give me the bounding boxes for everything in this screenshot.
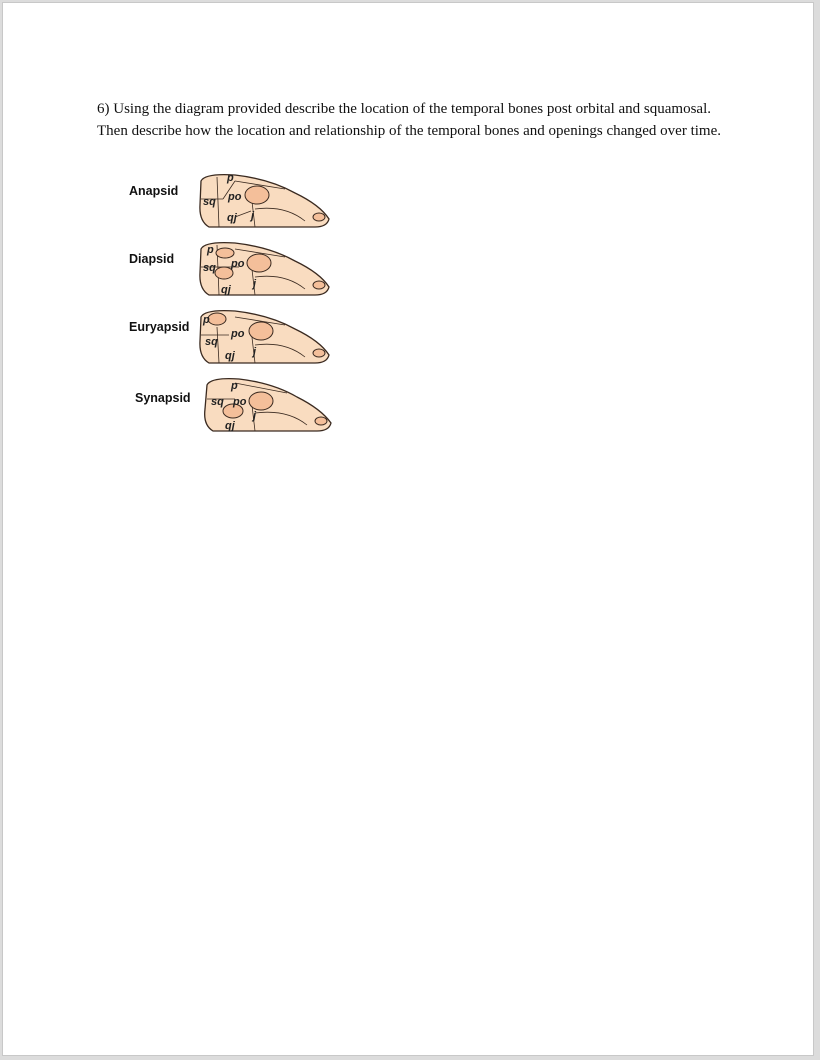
skull-type-label: Anapsid xyxy=(129,184,179,198)
label-sq: sq xyxy=(203,196,216,208)
label-qj: qj xyxy=(221,284,231,296)
euryapsid-skull-illustration xyxy=(195,307,335,369)
nostril-opening xyxy=(313,281,325,289)
skull-row-anapsid xyxy=(123,171,353,233)
label-qj: qj xyxy=(225,420,235,432)
nostril-opening xyxy=(313,213,325,221)
label-po: po xyxy=(231,328,245,340)
nostril-opening xyxy=(315,417,327,425)
orbit-opening xyxy=(247,254,271,272)
label-qj: qj xyxy=(227,212,237,224)
skull-type-label: Diapsid xyxy=(129,252,175,266)
question-text: 6) Using the diagram provided describe the location of the temporal bones post orbital and squamosal. Then describe how the location and relationship of the temporal bones and openings changed over time. xyxy=(97,101,721,139)
label-j: j xyxy=(253,346,257,358)
diapsid-skull-illustration xyxy=(195,239,335,301)
label-p: p xyxy=(231,380,238,392)
label-j: j xyxy=(251,210,255,222)
nostril-opening xyxy=(313,349,325,357)
label-po: po xyxy=(231,258,245,270)
label-p: p xyxy=(227,172,234,184)
label-j: j xyxy=(253,410,257,422)
label-po: po xyxy=(228,191,242,203)
skull-type-label: Euryapsid xyxy=(129,320,190,334)
skull-diagram xyxy=(123,171,353,436)
label-p: p xyxy=(203,314,210,326)
label-j: j xyxy=(253,278,257,290)
skull-type-label: Synapsid xyxy=(135,391,191,405)
skull-row-diapsid xyxy=(123,239,353,301)
label-p: p xyxy=(207,244,214,256)
orbit-opening xyxy=(249,392,273,410)
orbit-opening xyxy=(245,186,269,204)
skull-row-synapsid xyxy=(123,375,353,437)
label-qj: qj xyxy=(225,350,235,362)
label-sq: sq xyxy=(205,336,218,348)
label-sq: sq xyxy=(211,396,224,408)
document-page xyxy=(2,2,814,1056)
orbit-opening xyxy=(249,322,273,340)
anapsid-skull-illustration xyxy=(195,171,335,233)
upper-temporal-opening xyxy=(208,313,226,325)
label-sq: sq xyxy=(203,262,216,274)
label-po: po xyxy=(233,396,247,408)
upper-temporal-opening xyxy=(216,248,234,258)
skull-row-euryapsid xyxy=(123,307,353,369)
synapsid-skull-illustration xyxy=(195,375,335,437)
